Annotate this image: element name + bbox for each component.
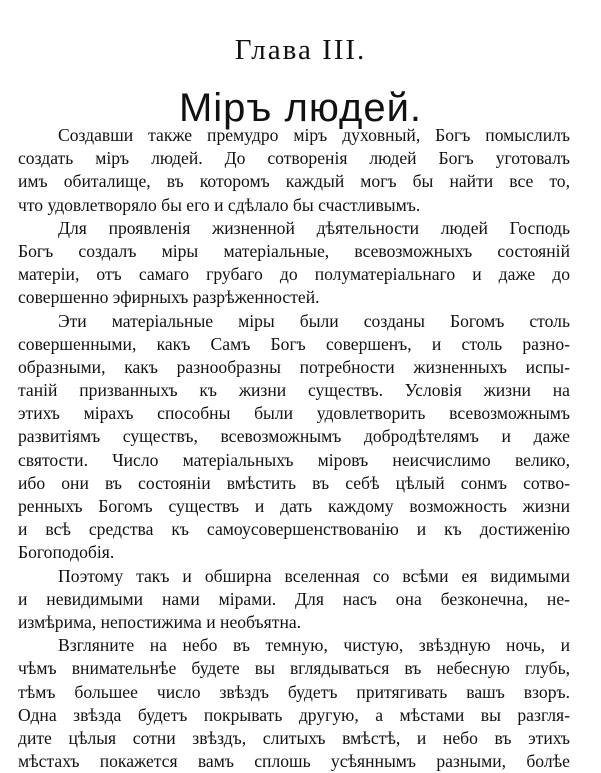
- text-line: тѣмъ большее число звѣздъ будетъ притягивать вашъ взоръ.: [18, 681, 570, 702]
- text-line: дите цѣлыя сотни звѣздъ, слитыхъ вмѣстѣ, и небо въ этихъ: [18, 727, 570, 748]
- text-line: и невидимыми нами мірами. Для насъ она безконечна, не-: [18, 588, 570, 609]
- text-line: и всѣ средства къ самоусовершенствованію и къ достиженію: [18, 519, 570, 540]
- text-line: чѣмъ внимательнѣе будете вы вглядываться въ небесную глубь,: [18, 658, 570, 679]
- text-line: Поэтому такъ и обширна вселенная со всѣми ея видимыми: [58, 565, 570, 586]
- text-line: развитіямъ существъ, всевозможнымъ добродѣтелямъ и даже: [18, 426, 570, 447]
- text-line: совершенно эфирныхъ разрѣженностей.: [18, 287, 320, 308]
- text-line: ренныхъ Богомъ существъ и дать каждому возможность жизни: [18, 496, 570, 516]
- text-line: создать міръ людей. До сотворенія людей Богъ уготовалъ: [18, 148, 570, 169]
- text-line: этихъ мірахъ способны были удовлетворить всевозможнымъ: [18, 403, 570, 424]
- text-line: измѣрима, непостижима и необъятна.: [18, 611, 302, 632]
- body-text: [18, 124, 570, 773]
- text-line: таній призванныхъ къ жизни существъ. Условія жизни на: [18, 380, 570, 401]
- text-line: образными, какъ разнообразны потребности жизненныхъ испы-: [18, 356, 570, 377]
- text-line: Эти матеріальные міры были созданы Богомъ столь: [58, 310, 570, 331]
- chapter-title: Міръ людей.: [178, 86, 423, 130]
- text-line: совершенными, какъ Самъ Богъ совершенъ, и столь разно-: [18, 333, 570, 354]
- text-line: матеріи, отъ самаго грубаго до полуматеріальнаго и даже до: [18, 264, 570, 285]
- text-line: Богъ создалъ міры матеріальные, всевозможныхъ состояній: [18, 240, 570, 261]
- text-line: Одна звѣзда будетъ покрывать другую, а мѣстами вы разгля-: [18, 704, 570, 725]
- chapter-number: Глава III.: [234, 34, 367, 66]
- text-line: ибо они въ состояніи вмѣстить въ себѣ цѣлый сонмъ сотво-: [18, 472, 570, 493]
- text-line: что удовлетворяло бы его и сдѣлало бы счастливымъ.: [18, 194, 421, 215]
- text-line: Богоподобія.: [18, 542, 115, 563]
- text-line: святости. Число матеріальныхъ міровъ неисчислимо велико,: [18, 449, 570, 470]
- text-line: Для проявленія жизненной дѣятельности людей Господь: [58, 217, 570, 238]
- text-line: Взгляните на небо въ темную, чистую, звѣздную ночь, и: [58, 635, 570, 656]
- text-line: Создавши также премудро міръ духовный, Богъ помыслилъ: [58, 125, 570, 145]
- text-line: имъ обиталище, въ которомъ каждый могъ бы найти все то,: [18, 171, 570, 192]
- text-line: мѣстахъ покажется вамъ сплошь усѣяннымъ разными, болѣе: [18, 751, 570, 772]
